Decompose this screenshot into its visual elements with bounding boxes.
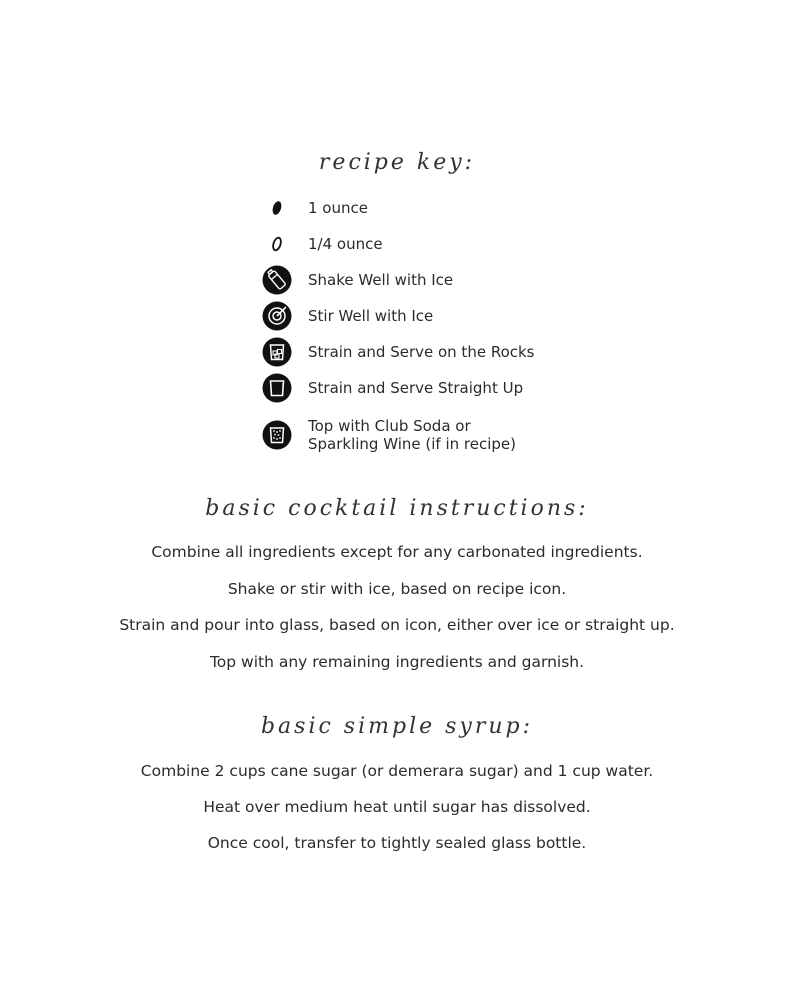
- cocktail-instruction-line: Shake or stir with ice, based on recipe icon.: [227, 580, 567, 598]
- cocktail-instruction-line: Top with any remaining ingredients and garnish.: [209, 653, 585, 671]
- club-soda-glass-icon: [262, 420, 292, 450]
- shaker-icon: [262, 265, 292, 295]
- key-item-stir: [262, 301, 433, 331]
- key-item-shake: [262, 265, 453, 295]
- syrup-instruction-line: Combine 2 cups cane sugar (or demerara sugar) and 1 cup water.: [140, 762, 654, 780]
- key-label: Strain and Serve Straight Up: [308, 379, 524, 397]
- cocktail-instructions-heading: basic cocktail instructions:: [205, 496, 589, 521]
- cocktail-instruction-line: Strain and pour into glass, based on icon, either over ice or straight up.: [119, 616, 675, 634]
- key-label: Strain and Serve on the Rocks: [308, 343, 535, 361]
- stir-icon: [262, 301, 292, 331]
- syrup-instruction-line: Heat over medium heat until sugar has dissolved.: [203, 798, 591, 816]
- key-label-line: Sparkling Wine (if in recipe): [308, 435, 516, 453]
- key-label-multiline: [308, 417, 516, 453]
- one-ounce-drop-icon: [262, 193, 292, 223]
- key-item-club-soda: [262, 417, 516, 453]
- recipe-key-heading: recipe key:: [318, 150, 476, 175]
- rocks-glass-icon: [262, 337, 292, 367]
- key-label: Shake Well with Ice: [308, 271, 454, 289]
- key-item-one-ounce: [262, 193, 368, 223]
- cocktail-instruction-line: Combine all ingredients except for any carbonated ingredients.: [151, 543, 643, 561]
- key-item-rocks: [262, 337, 535, 367]
- key-label-line: Top with Club Soda or: [308, 417, 471, 435]
- key-label: 1/4 ounce: [308, 235, 383, 253]
- syrup-instruction-line: Once cool, transfer to tightly sealed glass bottle.: [207, 834, 587, 852]
- quarter-ounce-drop-icon: [262, 229, 292, 259]
- straight-up-glass-icon: [262, 373, 292, 403]
- key-item-straight-up: [262, 373, 523, 403]
- key-label: Stir Well with Ice: [308, 307, 434, 325]
- simple-syrup-heading: basic simple syrup:: [260, 714, 534, 739]
- key-item-quarter-ounce: [262, 229, 383, 259]
- key-label: 1 ounce: [308, 199, 368, 217]
